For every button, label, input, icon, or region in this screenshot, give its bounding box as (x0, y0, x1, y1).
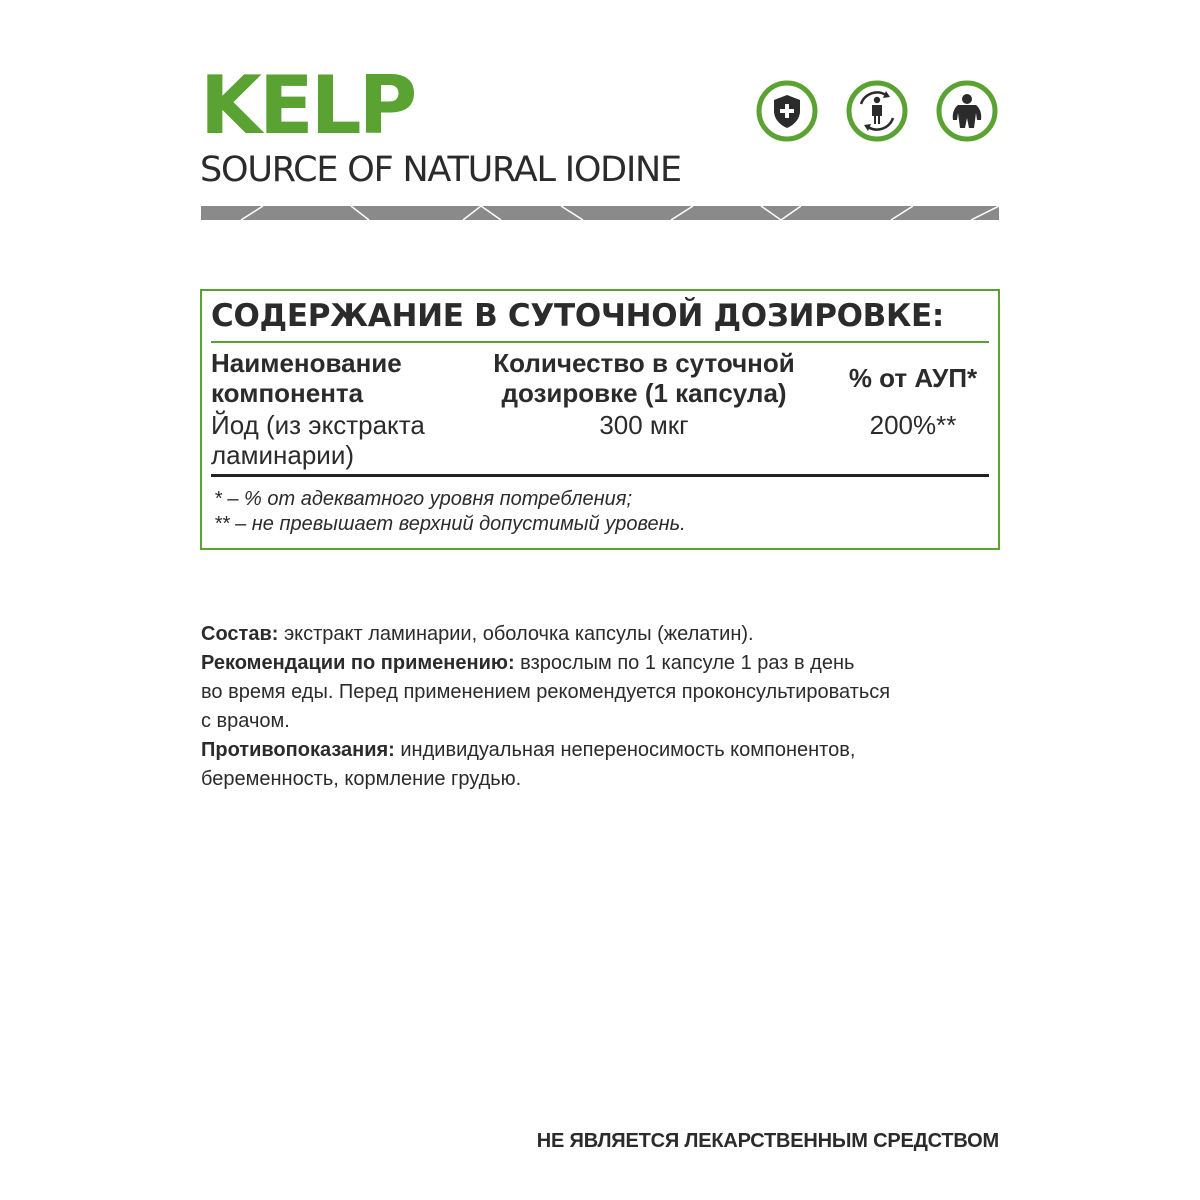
row-percent-aup: 200%** (869, 410, 957, 440)
heading-divider (211, 341, 989, 343)
product-title: KELP (200, 59, 415, 152)
header-percent-aup: % от АУП* (848, 363, 978, 393)
person-hooded-icon (936, 80, 998, 142)
product-subtitle: SOURCE OF NATURAL IODINE (200, 150, 681, 190)
header-daily-quantity: Количество в суточной дозировке (1 капсула) (493, 348, 795, 408)
dosage-heading: СОДЕРЖАНИЕ В СУТОЧНОЙ ДОЗИРОВКЕ: (211, 298, 945, 334)
usage-line: Рекомендации по применению: взрослым по 1 капсуле 1 раз в день (201, 652, 855, 674)
decorative-stripe (201, 206, 999, 220)
row-daily-quantity: 300 мкг (599, 410, 689, 440)
footnote-upper-limit: ** – не превышает верхний допустимый уровень. (214, 513, 686, 535)
disclaimer-footer: НЕ ЯВЛЯЕТСЯ ЛЕКАРСТВЕННЫМ СРЕДСТВОМ (536, 1130, 999, 1152)
product-info (201, 620, 1021, 794)
usage-line-3: с врачом. (201, 710, 290, 732)
usage-line-2: во время еды. Перед применением рекомендуется проконсультироваться (201, 681, 891, 703)
contraindications-line: Противопоказания: индивидуальная непереносимость компонентов, (201, 739, 856, 761)
shield-plus-icon (756, 80, 818, 142)
header-component-name: Наименование компонента (211, 348, 402, 408)
feature-icons (756, 80, 1000, 142)
table-bottom-divider (211, 474, 989, 477)
dosage-table (200, 289, 1000, 550)
person-cycle-icon (846, 80, 908, 142)
contraindications-line-2: беременность, кормление грудью. (201, 768, 522, 790)
footnote-aup: * – % от адекватного уровня потребления; (214, 488, 632, 510)
composition-line: Состав: экстракт ламинарии, оболочка капсулы (желатин). (201, 623, 754, 645)
row-component-name: Йод (из экстракта ламинарии) (211, 410, 425, 470)
